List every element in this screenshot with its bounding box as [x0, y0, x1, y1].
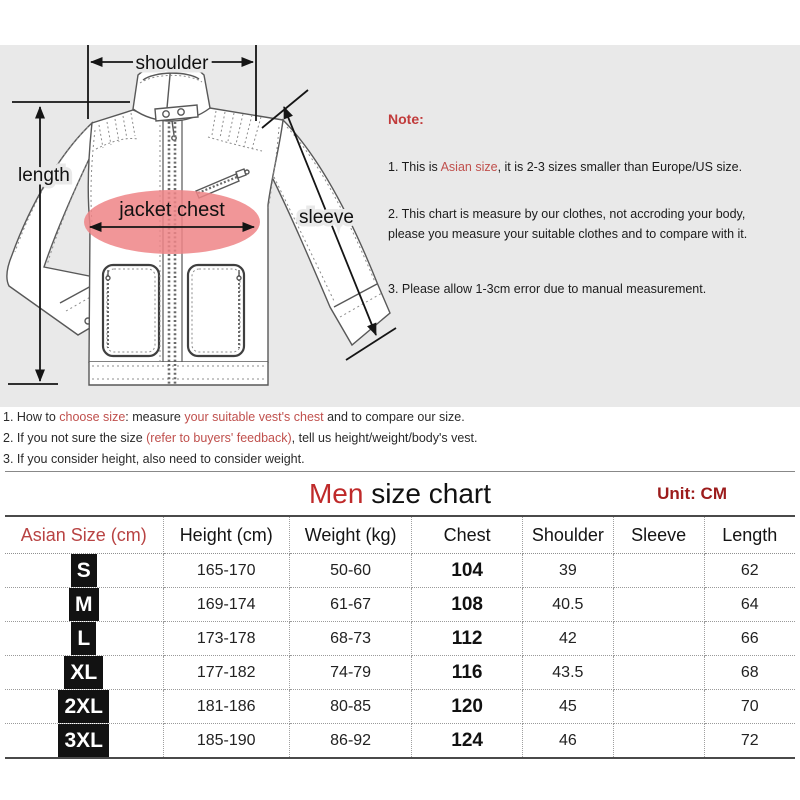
- sleeve-label: sleeve: [299, 207, 354, 228]
- cell-sleeve: [613, 622, 704, 656]
- cell-sleeve: [613, 554, 704, 588]
- size-badge: S: [71, 554, 97, 587]
- note-item-2-line-2: please you measure your suitable clothes and to compare with it.: [388, 227, 748, 241]
- cell-chest: 116: [412, 656, 523, 690]
- cell-shoulder: 40.5: [522, 588, 613, 622]
- col-header-length: Length: [704, 517, 795, 554]
- cell-length: 72: [704, 724, 795, 759]
- size-table: [5, 517, 795, 759]
- cell-shoulder: 45: [522, 690, 613, 724]
- cell-shoulder: 43.5: [522, 656, 613, 690]
- cell-weight: 61-67: [289, 588, 411, 622]
- cell-sleeve: [613, 724, 704, 759]
- cell-chest: 124: [412, 724, 523, 759]
- cell-sleeve: [613, 588, 704, 622]
- table-row: [5, 588, 795, 622]
- cell-height: 169-174: [163, 588, 289, 622]
- cell-height: 173-178: [163, 622, 289, 656]
- note-item-2: [388, 204, 747, 244]
- tip-item-3: 3. If you consider height, also need to consider weight.: [3, 452, 305, 466]
- tip-item-1: 1. How to choose size: measure your suitable vest's chest and to compare our size.: [3, 410, 465, 424]
- jacket-chest-label: jacket chest: [119, 199, 225, 221]
- col-header-shoulder: Shoulder: [522, 517, 613, 554]
- note-item-1: 1. This is Asian size, it is 2-3 sizes smaller than Europe/US size.: [388, 160, 743, 174]
- cell-height: 185-190: [163, 724, 289, 759]
- size-chart: [5, 471, 795, 759]
- cell-sleeve: [613, 690, 704, 724]
- cell-sleeve: [613, 656, 704, 690]
- cell-size: [5, 588, 163, 622]
- cell-length: 64: [704, 588, 795, 622]
- cell-height: 177-182: [163, 656, 289, 690]
- table-row: [5, 724, 795, 759]
- cell-weight: 50-60: [289, 554, 411, 588]
- table-row: [5, 554, 795, 588]
- cell-chest: 104: [412, 554, 523, 588]
- cell-weight: 74-79: [289, 656, 411, 690]
- cell-chest: 108: [412, 588, 523, 622]
- jacket-diagram: [0, 45, 400, 407]
- chart-titlebar: [5, 471, 795, 517]
- table-row: [5, 656, 795, 690]
- col-header-weight: Weight (kg): [289, 517, 411, 554]
- size-badge: 3XL: [58, 724, 109, 757]
- cell-size: [5, 656, 163, 690]
- cell-length: 70: [704, 690, 795, 724]
- cell-chest: 112: [412, 622, 523, 656]
- hero-panel: [0, 45, 800, 407]
- shoulder-label: shoulder: [135, 53, 209, 74]
- cell-size: [5, 690, 163, 724]
- chart-title-rest: size chart: [363, 478, 492, 509]
- size-badge: L: [71, 622, 96, 655]
- size-badge: XL: [64, 656, 103, 689]
- notes-title: Note:: [388, 111, 424, 127]
- cell-size: [5, 724, 163, 759]
- cell-shoulder: 46: [522, 724, 613, 759]
- cell-height: 165-170: [163, 554, 289, 588]
- cell-shoulder: 39: [522, 554, 613, 588]
- header-row: [5, 517, 795, 554]
- col-header-chest: Chest: [412, 517, 523, 554]
- note-item-2-line-1: 2. This chart is measure by our clothes, not accroding your body,: [388, 207, 746, 221]
- cell-height: 181-186: [163, 690, 289, 724]
- note-item-3: 3. Please allow 1-3cm error due to manual measurement.: [388, 282, 707, 296]
- length-label: length: [18, 165, 70, 186]
- col-header-asian-size: Asian Size (cm): [5, 517, 163, 554]
- cell-size: [5, 622, 163, 656]
- cell-chest: 120: [412, 690, 523, 724]
- unit-label: Unit: CM: [657, 484, 727, 503]
- cell-weight: 80-85: [289, 690, 411, 724]
- size-badge: 2XL: [58, 690, 109, 723]
- size-badge: M: [69, 588, 99, 621]
- cell-length: 62: [704, 554, 795, 588]
- cell-shoulder: 42: [522, 622, 613, 656]
- table-row: [5, 622, 795, 656]
- table-row: [5, 690, 795, 724]
- cell-weight: 68-73: [289, 622, 411, 656]
- cell-size: [5, 554, 163, 588]
- chart-title-accent: Men: [308, 478, 364, 509]
- jacket-right-sleeve: [270, 120, 390, 345]
- cell-length: 68: [704, 656, 795, 690]
- tip-item-2: 2. If you not sure the size (refer to buyers' feedback), tell us height/weight/body's vest.: [3, 431, 478, 445]
- cell-length: 66: [704, 622, 795, 656]
- cell-weight: 86-92: [289, 724, 411, 759]
- col-header-height: Height (cm): [163, 517, 289, 554]
- tips-list: [3, 407, 477, 470]
- col-header-sleeve: Sleeve: [613, 517, 704, 554]
